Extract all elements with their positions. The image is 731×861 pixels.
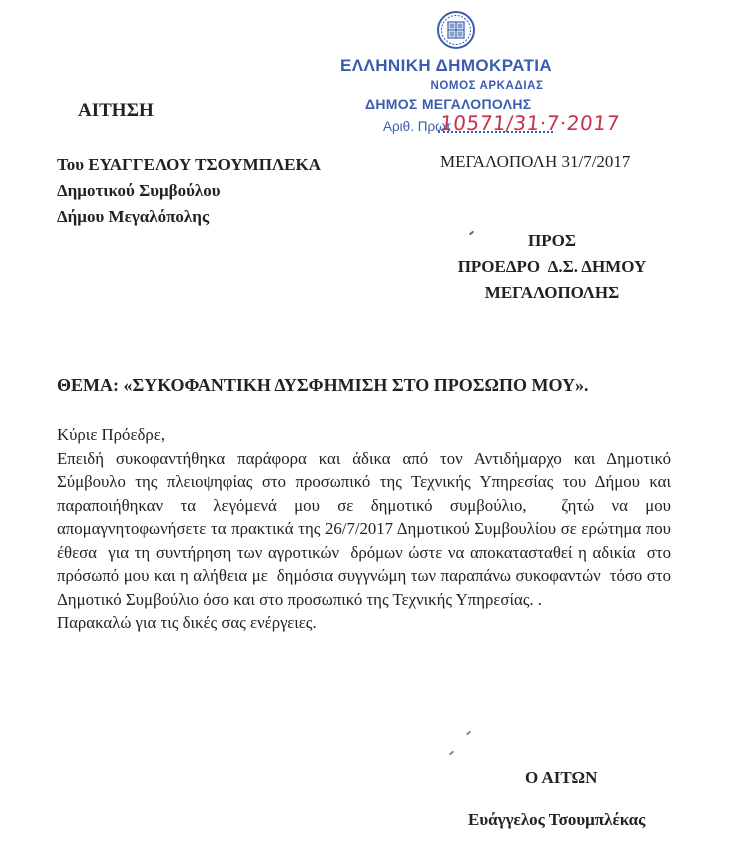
signature-name: Ευάγγελος Τσουμπλέκας: [468, 810, 646, 829]
scan-speck: [449, 751, 454, 756]
recipient-block: [437, 228, 667, 306]
sender-role: Δημοτικού Συμβούλου: [57, 181, 221, 200]
sender-block: [57, 152, 321, 230]
stamp-municipality: ΔΗΜΟΣ ΜΕΓΑΛΟΠΟΛΗΣ: [365, 96, 532, 112]
salutation: Κύριε Πρόεδρε,: [57, 425, 166, 444]
place-date: ΜΕΓΑΛΟΠΟΛΗ 31/7/2017: [440, 152, 631, 171]
sender-municipality: Δήμου Μεγαλόπολης: [57, 207, 210, 226]
subject-line: ΘΕΜΑ: «ΣΥΚΟΦΑΝΤΙΚΗ ΔΥΣΦΗΜΙΣΗ ΣΤΟ ΠΡΟΣΩΠΟ ΜΟΥ».: [57, 375, 589, 395]
greek-coat-of-arms-icon: [435, 9, 477, 51]
signature-role: Ο ΑΙΤΩΝ: [525, 768, 598, 787]
document-title: ΑΙΤΗΣΗ: [78, 100, 154, 121]
body-paragraph: Επειδή συκοφαντήθηκα παράφορα και άδικα από τον Αντιδήμαρχο και Δημοτικό Σύμβουλο της πλειοψηφίας στο προσωπικό της Τεχνικής Υπηρεσίας του Δήμου και παραποιήθηκαν τα λεγόμενά μου σε δημοτικό συμβούλιο, ζητώ να μου απομαγνητοφωνήσετε τα πρακτικά της 26/7/2017 Δημοτικού Συμβουλίου σε ερώτημα που έθεσα για τη συντήρηση των αγροτικών δρόμων ώστε να αποκατασταθεί η αδικία στο πρόσωπό μου και η αλήθεια με δημόσια συγγνώμη των παραπάνω συκοφαντών τόσο στο Δημοτικό Συμβούλιο όσο και στο προσωπικό της Τεχνικής Υπηρεσίας. .: [57, 448, 676, 609]
municipal-protocol-stamp: [335, 0, 635, 150]
stamp-prefecture: ΝΟΜΟΣ ΑΡΚΑΔΙΑΣ: [430, 80, 544, 92]
letter-body: [57, 423, 676, 635]
stamp-protocol-label: Αριθ. Πρωτ: [383, 119, 451, 134]
stamp-country: ΕΛΛΗΝΙΚΗ ΔΗΜΟΚΡΑΤΙΑ: [340, 56, 553, 75]
closing-line: Παρακαλώ για τις δικές σας ενέργειες.: [57, 613, 317, 632]
sender-name: Του ΕΥΑΓΓΕΛΟΥ ΤΣΟΥΜΠΛΕΚΑ: [57, 155, 321, 174]
protocol-number-handwritten: 10571/31·7·2017: [438, 111, 621, 135]
scan-speck: [466, 731, 471, 736]
recipient-to: ΠΡΟΣ: [528, 231, 576, 250]
recipient-title: ΠΡΟΕΔΡΟ Δ.Σ. ΔΗΜΟΥ: [457, 257, 647, 276]
recipient-municipality: ΜΕΓΑΛΟΠΟΛΗΣ: [484, 283, 620, 302]
